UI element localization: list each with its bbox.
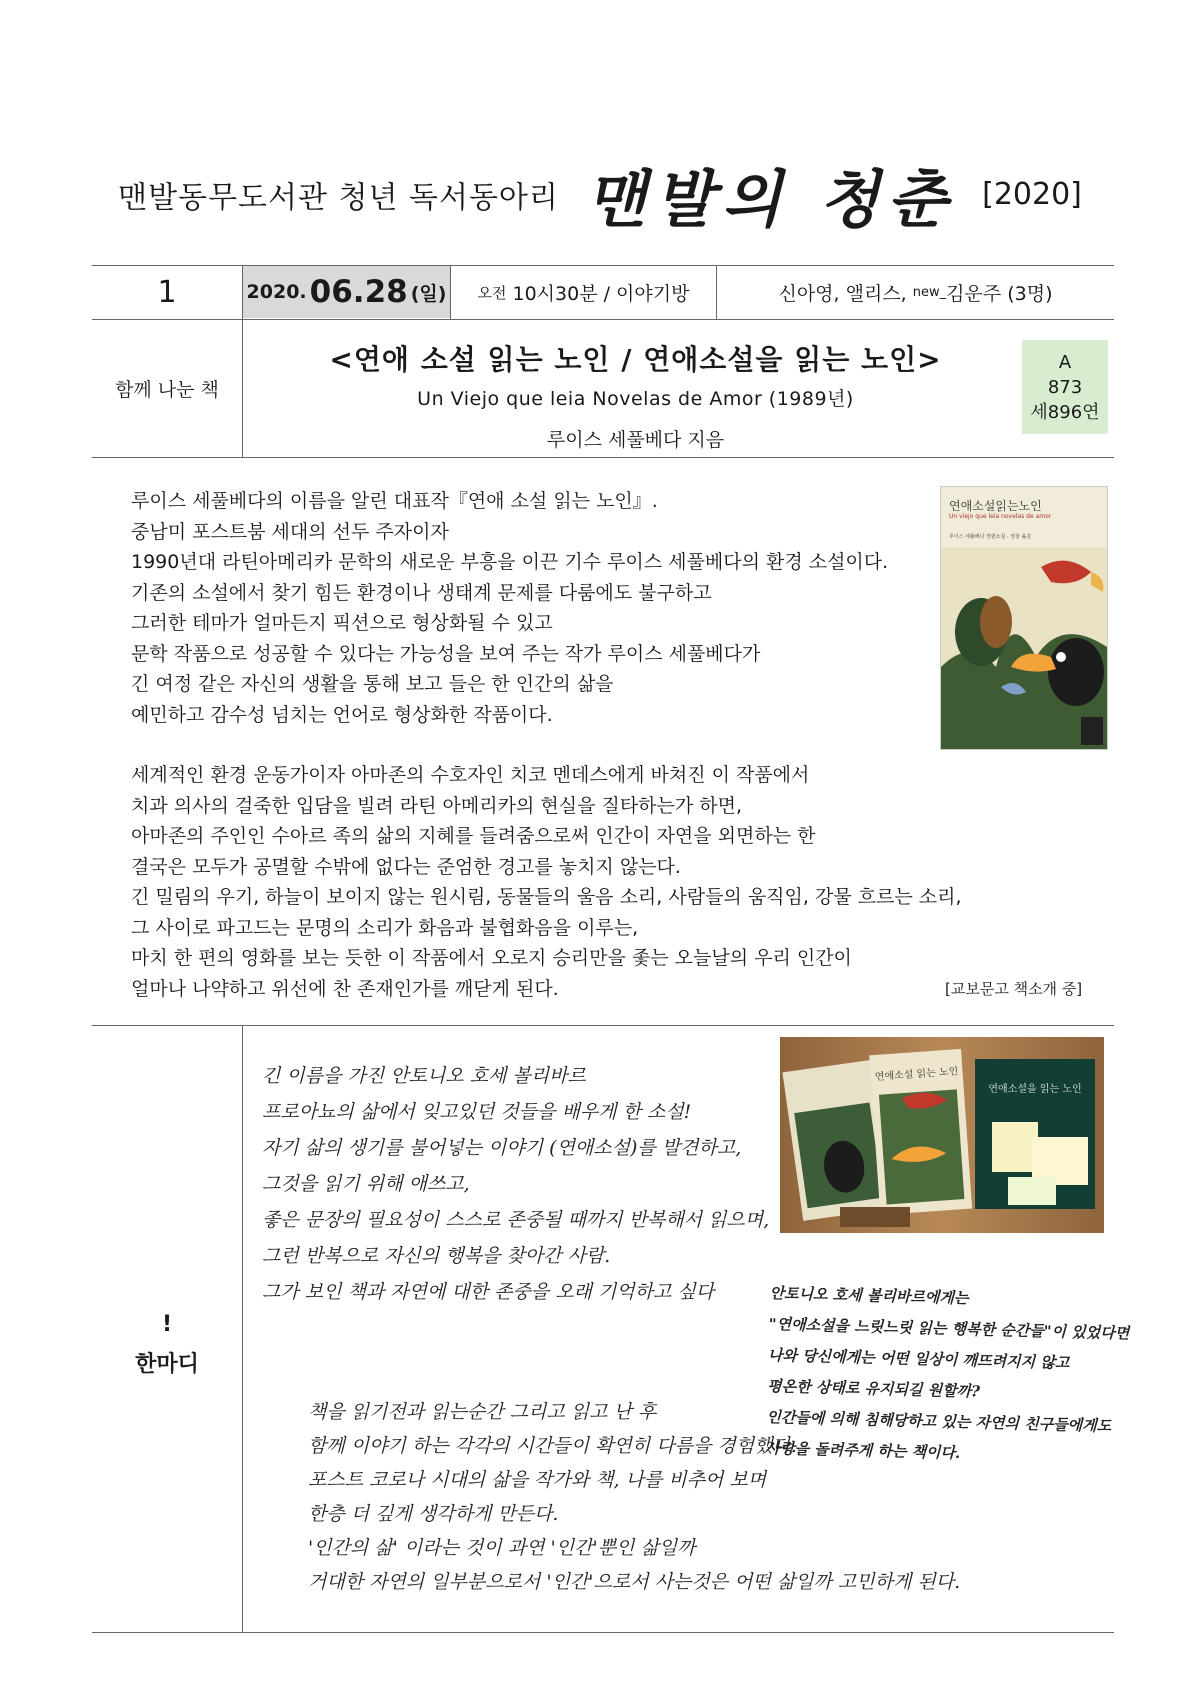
note3-line: '인간의 삶' 이라는 것이 과연 '인간'뿐인 삶일까 — [308, 1537, 696, 1559]
date-prefix: 2020. — [246, 281, 307, 303]
books-photo-illustration — [780, 1037, 1104, 1233]
page-title — [0, 150, 1200, 239]
time-prefix: 오전 — [477, 283, 507, 302]
note1-line: 긴 이름을 가진 안토니오 호세 볼리바르 — [262, 1065, 586, 1087]
book-original-title: Un Viejo que leia Novelas de Amor (1989년) — [417, 388, 854, 410]
intro-p2-line: 마치 한 편의 영화를 보는 듯한 이 작품에서 오로지 승리만을 좇는 오늘날의 우리 인간이 — [131, 947, 852, 969]
book-author: 루이스 세풀베다 지음 — [546, 429, 725, 451]
call-number-badge — [1022, 340, 1108, 434]
cover-subtitle: Un viejo que leía novelas de amor — [949, 513, 1052, 520]
intro-p1-line: 1990년대 라틴아메리카 문학의 새로운 부흥을 이끈 기수 루이스 세풀베다의 환경 소설이다. — [131, 551, 889, 573]
title-year: [2020] — [982, 177, 1082, 212]
intro-p2-line: 그 사이로 파고드는 문명의 소리가 화음과 불협화음을 이루는, — [131, 916, 639, 939]
intro-paragraph-1 — [131, 486, 1011, 730]
note1-line: 그런 반복으로 자신의 행복을 찾아간 사람. — [262, 1245, 611, 1267]
photo-book2-title: 연애소설을 읽는 노인 — [988, 1084, 1082, 1095]
meeting-number: 1 — [157, 274, 177, 310]
title-lead: 맨발동무도서관 청년 독서동아리 — [118, 180, 559, 216]
call-line-3: 세896연 — [1030, 401, 1100, 423]
note1-line: 좋은 문장의 필요성이 스스로 존중될 때까지 반복해서 읽으며, — [262, 1209, 770, 1231]
call-line-2: 873 — [1047, 376, 1083, 398]
intro-p2-line: 치과 의사의 걸죽한 입담을 빌려 라틴 아메리카의 현실을 질타하는가 하면, — [131, 794, 743, 817]
book-label: 함께 나눈 책 — [115, 378, 219, 401]
rule-col-comment — [242, 1025, 243, 1632]
intro-p2-line: 세계적인 환경 운동가이자 아마존의 수호자인 치코 멘데스에게 바쳐진 이 작품에서 — [131, 764, 810, 786]
handwritten-note-3 — [308, 1395, 960, 1599]
book-cover-image — [940, 486, 1108, 750]
comment-mark: ! — [161, 1312, 173, 1337]
club-name: 맨발의 청춘 — [585, 163, 956, 236]
book-title: <연애 소설 읽는 노인 / 연애소설을 읽는 노인> — [329, 343, 942, 376]
note2-line: 평온한 상태로 유지되길 원할까? — [766, 1376, 981, 1401]
intro-p1-line: 중남미 포스트붐 세대의 선두 주자이자 — [131, 520, 449, 543]
note1-line: 그가 보인 책과 자연에 대한 존중을 오래 기억하고 싶다 — [262, 1281, 715, 1303]
time-place: 10시30분 / 이야기방 — [512, 282, 690, 305]
intro-p1-line: 루이스 세풀베다의 이름을 알린 대표작『연애 소설 읽는 노인』. — [131, 490, 658, 512]
comment-title: 한마디 — [135, 1352, 199, 1377]
cover-author: 루이스 세풀베다 장편소설 · 정창 옮김 — [949, 534, 1031, 540]
rule-bottom — [92, 1632, 1114, 1633]
note3-line: 함께 이야기 하는 각각의 시간들이 확연히 다름을 경험했다. — [308, 1435, 797, 1457]
intro-p1-line: 그러한 테마가 얼마든지 픽션으로 형상화될 수 있고 — [131, 612, 553, 634]
jungle-illustration — [941, 547, 1107, 749]
note2-line: 나와 당신에게는 어떤 일상이 깨뜨려지지 않고 — [767, 1345, 1070, 1372]
intro-p1-line: 문학 작품으로 성공할 수 있다는 가능성을 보여 주는 작가 루이스 세풀베다가 — [131, 642, 761, 665]
note1-line: 프로아뇨의 삶에서 잊고있던 것들을 배우게 한 소설! — [262, 1101, 692, 1123]
handwritten-note-1 — [262, 1058, 769, 1310]
intro-p2-line: 아마존의 주인인 수아르 족의 삶의 지혜를 들려줌으로써 인간이 자연을 외면하는 한 — [131, 825, 816, 847]
meeting-members — [717, 266, 1114, 318]
members-new-tag: new_ — [912, 284, 947, 300]
book-introduction — [131, 486, 1011, 1004]
note1-line: 그것을 읽기 위해 애쓰고, — [262, 1173, 470, 1195]
note3-line: 거대한 자연의 일부분으로서 '인간'으로서 사는것은 어떤 삶일까 고민하게 된다. — [308, 1571, 961, 1593]
note2-line: 안토니오 호세 볼리바르에게는 — [769, 1283, 969, 1308]
meeting-date — [243, 266, 450, 318]
intro-p2-line: 결국은 모두가 공멸할 수밖에 없다는 준엄한 경고를 놓치지 않는다. — [131, 855, 681, 878]
note2-line: 인간들에 의해 침해당하고 있는 자연의 친구들에게도 — [766, 1407, 1112, 1435]
intro-p1-line: 긴 여정 같은 자신의 생활을 통해 보고 들은 한 인간의 삶을 — [131, 673, 614, 695]
note1-line: 자기 삶의 생기를 불어넣는 이야기 (연애소설)를 발견하고, — [262, 1137, 742, 1159]
note3-line: 한층 더 깊게 생각하게 만든다. — [308, 1503, 559, 1525]
note2-line: "연애소설을 느릿느릿 읽는 행복한 순간들"이 있었다면 — [768, 1314, 1130, 1343]
note2-line: 사랑을 돌려주게 하는 책이다. — [765, 1438, 961, 1463]
photo-book1-title: 연애소설 읽는 노인 — [874, 1066, 959, 1083]
rule-row3 — [92, 1025, 1114, 1026]
members-a: 신아영, 앨리스, — [778, 282, 907, 305]
cover-title: 연애소설읽는노인 — [949, 499, 1042, 513]
intro-p2-line: 긴 밀림의 우기, 하늘이 보이지 않는 원시림, 동물들의 울음 소리, 사람들의 움직임, 강물 흐르는 소리, — [131, 886, 962, 908]
books-photo — [780, 1037, 1104, 1233]
members-b: 김운주 (3명) — [946, 282, 1053, 305]
rule-row2 — [92, 457, 1114, 458]
intro-p2-line: 얼마나 나약하고 위선에 찬 존재인가를 깨닫게 된다. — [131, 977, 559, 1000]
intro-p1-line: 기존의 소설에서 찾기 힘든 환경이나 생태계 문제를 다룸에도 불구하고 — [131, 581, 712, 604]
intro-p1-line: 예민하고 감수성 넘치는 언어로 형상화한 작품이다. — [131, 703, 553, 726]
book-info — [243, 320, 1028, 456]
note3-line: 포스트 코로나 시대의 삶을 작가와 책, 나를 비추어 보며 — [308, 1469, 767, 1491]
date-main: 06.28 — [309, 274, 408, 310]
call-line-1: A — [1058, 351, 1072, 373]
date-day: (일) — [410, 282, 447, 305]
intro-paragraph-2 — [131, 760, 1011, 1004]
meeting-time — [451, 266, 716, 318]
intro-source: [교보문고 책소개 중] — [945, 980, 1083, 998]
note3-line: 책을 읽기전과 읽는순간 그리고 읽고 난 후 — [308, 1401, 657, 1423]
comment-label — [92, 1305, 242, 1385]
